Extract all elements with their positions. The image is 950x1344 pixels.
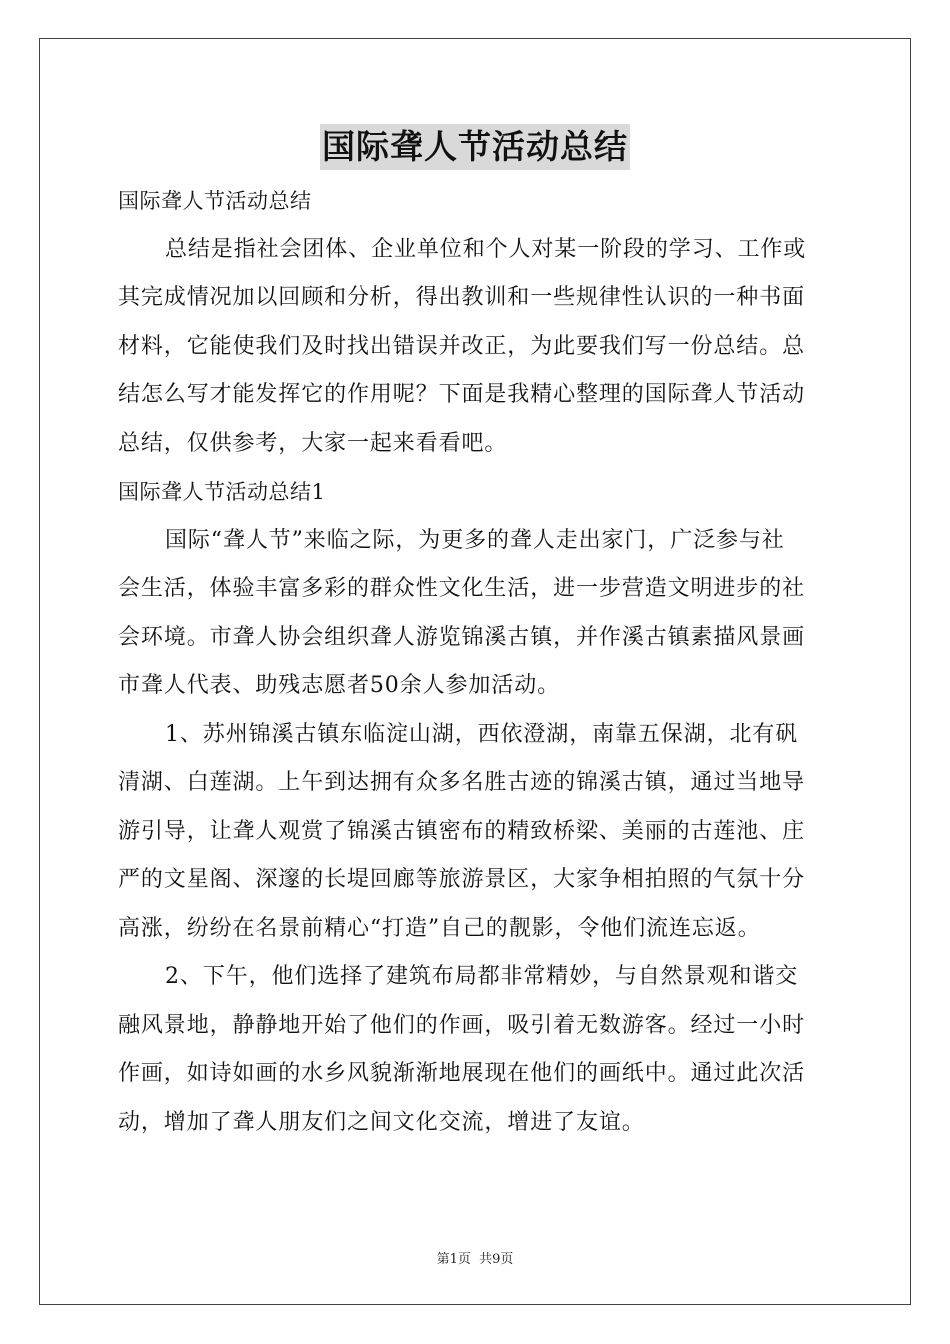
text-line: 材料，它能使我们及时找出错误并改正，为此要我们写一份总结。总 [118,333,806,359]
text-line: 清湖、白莲湖。上午到达拥有众多名胜古迹的锦溪古镇，通过当地导 [118,770,806,795]
document-subtitle: 国际聋人节活动总结 [118,189,312,213]
title-container [0,124,950,170]
text-line: 严的文星阁、深邃的长堤回廊等旅游景区，大家争相拍照的气氛十分 [118,867,806,892]
text-line: 总结，仅供参考，大家一起来看看吧。 [118,430,508,456]
page-number: 第1页 [436,1252,471,1267]
document-body [118,177,834,1147]
text-line: 结怎么写才能发挥它的作用呢？下面是我精心整理的国际聋人节活动 [118,382,806,407]
paragraph-3 [118,953,834,1147]
text-line: 融风景地，静静地开始了他们的作画，吸引着无数游客。经过一小时 [118,1012,806,1038]
text-line: 高涨，纷纷在名景前精心“打造”自己的靓影，令他们流连忘返。 [118,915,761,941]
text-line: 2、下午，他们选择了建筑布局都非常精妙，与自然景观和谐交 [165,964,799,989]
text-line: 游引导，让聋人观赏了锦溪古镇密布的精致桥梁、美丽的古莲池、庄 [118,818,806,844]
section-heading: 国际聋人节活动总结1 [118,480,326,504]
text-line: 1、苏州锦溪古镇东临淀山湖，西依澄湖，南靠五保湖，北有矾 [165,721,799,747]
paragraph-1 [118,517,834,711]
text-line: 市聋人代表、助残志愿者50余人参加活动。 [118,673,560,698]
page-total: 共9页 [479,1252,514,1267]
text-line: 总结是指社会团体、企业单位和个人对某一阶段的学习、工作或 [165,236,807,262]
intro-paragraph [118,226,834,469]
text-line: 国际“聋人节”来临之际，为更多的聋人走出家门，广泛参与社 [165,527,785,553]
paragraph-2 [118,711,834,954]
document-title: 国际聋人节活动总结 [320,124,630,170]
page-footer [0,1248,950,1267]
text-line: 作画，如诗如画的水乡风貌渐渐地展现在他们的画纸中。通过此次活 [118,1061,806,1086]
text-line: 其完成情况加以回顾和分析，得出教训和一些规律性认识的一种书面 [118,285,806,310]
text-line: 会环境。市聋人协会组织聋人游览锦溪古镇，并作溪古镇素描风景画 [118,624,806,650]
text-line: 动，增加了聋人朋友们之间文化交流，增进了友谊。 [118,1109,645,1135]
text-line: 会生活，体验丰富多彩的群众性文化生活，进一步营造文明进步的社 [118,576,806,601]
